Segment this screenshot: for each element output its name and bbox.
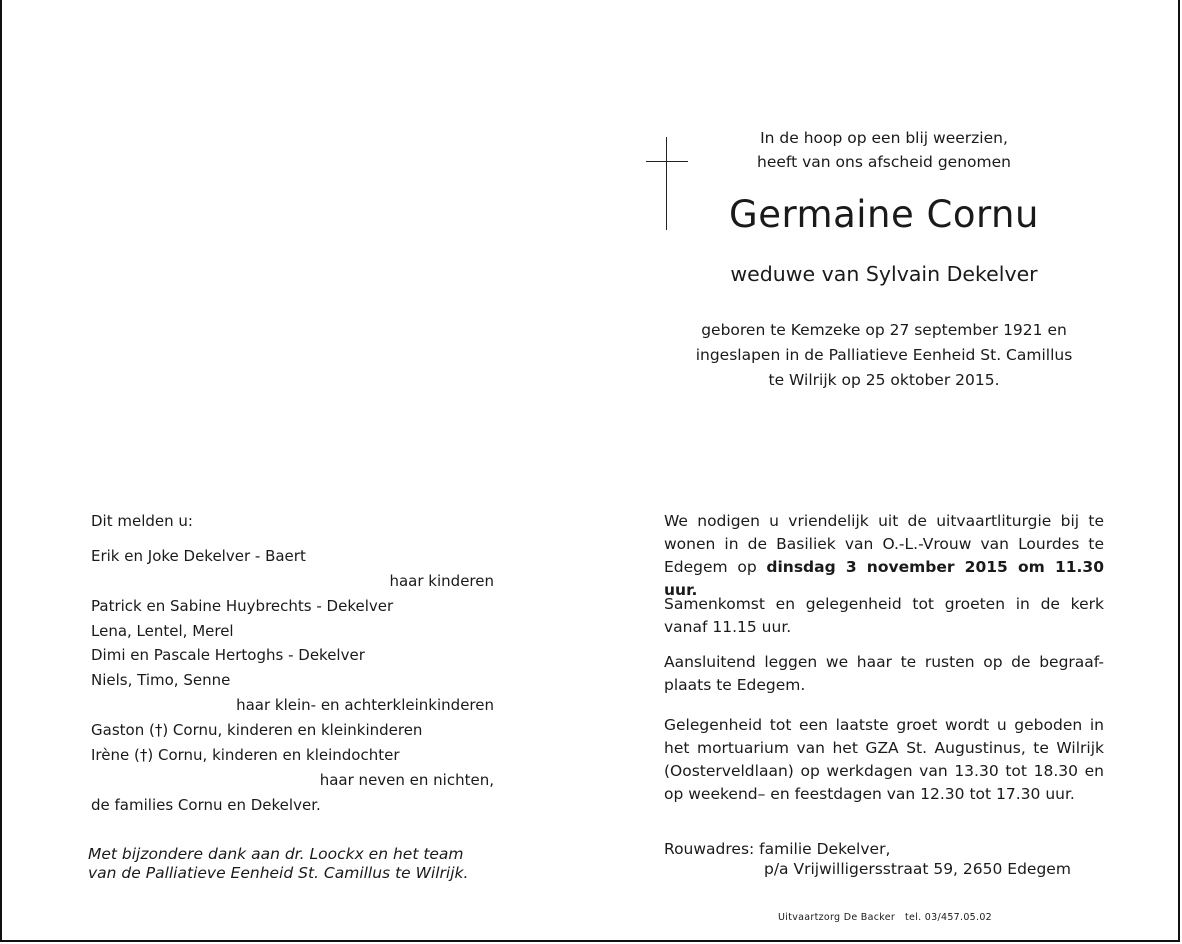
- funeral-date: dinsdag 3 november 2015 om 11.30 uur.: [664, 558, 1104, 599]
- life-line: te Wilrijk op 25 oktober 2015.: [768, 371, 1000, 389]
- thanks-text: [88, 845, 468, 883]
- family-line: haar neven en nichten,: [319, 771, 494, 789]
- family-line: Lena, Lentel, Merel: [91, 622, 234, 640]
- intro-line: heeft van ons afscheid genomen: [757, 153, 1011, 171]
- burial-line: Aansluitend leggen we haar te rusten op de begraaf-: [664, 653, 1104, 671]
- mortuary-line: Gelegenheid tot een laatste groet wordt u geboden in: [664, 716, 1104, 734]
- family-line: Irène (†) Cornu, kinderen en kleindochter: [91, 746, 400, 764]
- intro-line: In de hoop op een blij weerzien,: [760, 129, 1008, 147]
- undertaker-name: Uitvaartzorg De Backer: [778, 912, 896, 923]
- burial-info: [664, 651, 1104, 697]
- invitation-text: Edegem op: [664, 558, 757, 576]
- cross-icon-bar: [646, 161, 688, 162]
- family-line: Dimi en Pascale Hertoghs - Dekelver: [91, 646, 365, 664]
- funeral-invitation: [664, 510, 1104, 602]
- intro-text: [692, 126, 1076, 174]
- life-line: geboren te Kemzeke op 27 september 1921 en: [701, 321, 1067, 339]
- family-line: Erik en Joke Dekelver - Baert: [91, 547, 306, 565]
- thanks-line: van de Palliatieve Eenheid St. Camillus te Wilrijk.: [88, 864, 469, 882]
- family-line: Patrick en Sabine Huybrechts - Dekelver: [91, 597, 394, 615]
- cross-icon: [666, 137, 667, 230]
- family-line: haar kinderen: [389, 572, 494, 590]
- gathering-line: vanaf 11.15 uur.: [664, 618, 792, 636]
- family-line: haar klein- en achterkleinkinderen: [236, 696, 494, 714]
- family-line: Gaston (†) Cornu, kinderen en kleinkinderen: [91, 721, 423, 739]
- mortuary-line: (Oosterveldlaan) op werkdagen van 13.30 tot 18.30 en: [664, 762, 1104, 780]
- address-line: Rouwadres: familie Dekelver,: [664, 840, 891, 858]
- family-line: Niels, Timo, Senne: [91, 671, 231, 689]
- deceased-relation: weduwe van Sylvain Dekelver: [730, 262, 1038, 286]
- undertaker-footer: [778, 912, 992, 923]
- mortuary-line: het mortuarium van het GZA St. Augustinus, te Wilrijk: [664, 739, 1104, 757]
- life-dates: [682, 318, 1086, 393]
- deceased-name: Germaine Cornu: [729, 193, 1039, 236]
- family-line: de families Cornu en Dekelver.: [91, 796, 321, 814]
- gathering-line: Samenkomst en gelegenheid tot groeten in de kerk: [664, 595, 1104, 613]
- address-line: p/a Vrijwilligersstraat 59, 2650 Edegem: [764, 860, 1071, 878]
- mortuary-line: op weekend– en feestdagen van 12.30 tot 17.30 uur.: [664, 785, 1075, 803]
- undertaker-phone: tel. 03/457.05.02: [905, 912, 993, 923]
- invitation-line: We nodigen u vriendelijk uit de uitvaartliturgie bij te: [664, 512, 1104, 530]
- burial-line: plaats te Edegem.: [664, 676, 806, 694]
- life-line: ingeslapen in de Palliatieve Eenheid St. Camillus: [695, 346, 1073, 364]
- thanks-line: Met bijzondere dank aan dr. Loockx en het team: [88, 845, 464, 863]
- gathering-info: [664, 593, 1104, 639]
- invitation-line: wonen in de Basiliek van O.-L.-Vrouw van Lourdes te: [664, 535, 1104, 553]
- family-header: Dit melden u:: [91, 512, 193, 530]
- mortuary-info: [664, 714, 1104, 806]
